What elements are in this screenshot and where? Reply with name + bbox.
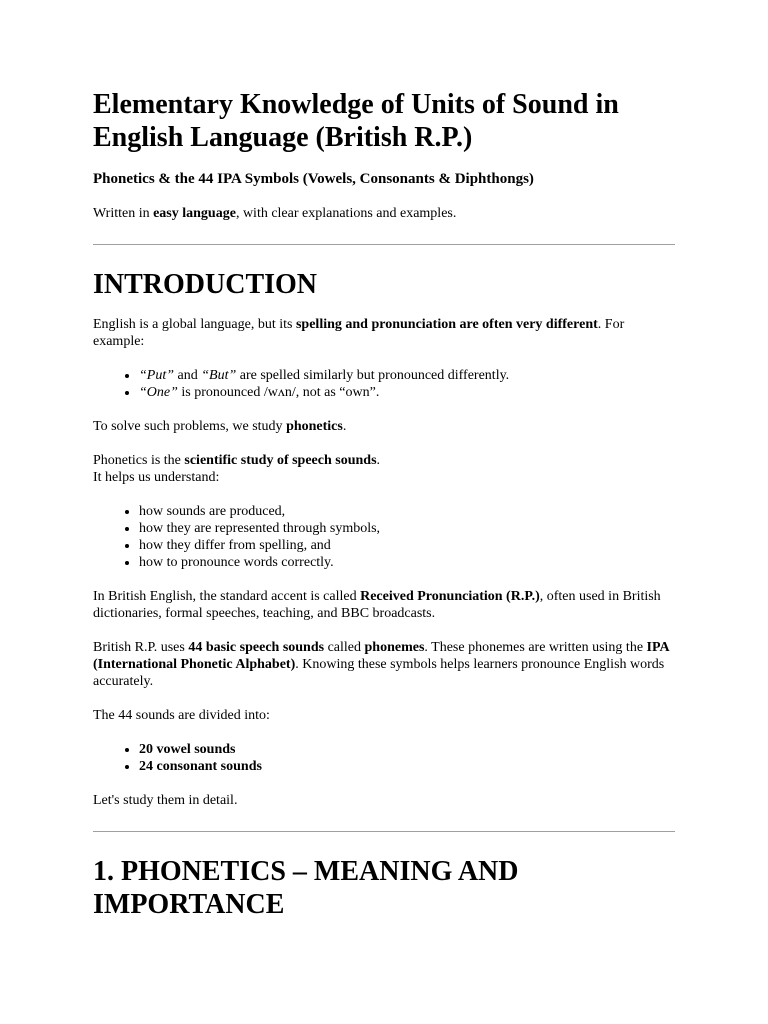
list-item — [139, 741, 675, 758]
tagline-post: , with clear explanations and examples. — [235, 206, 457, 221]
intro-p1-bold: spelling and pronunciation are often very different — [295, 317, 598, 332]
intro-p5-pre: British R.P. uses — [93, 640, 189, 655]
list-item — [139, 758, 675, 775]
intro-heading: INTRODUCTION — [93, 269, 318, 300]
divided-list — [93, 741, 675, 775]
intro-p3-bold: scientific study of speech sounds — [184, 453, 377, 468]
section-1-heading: 1. PHONETICS – MEANING AND IMPORTANCE — [93, 856, 519, 920]
list-item: • how they are represented through symbols, — [139, 520, 675, 537]
intro-paragraph-7: Let's study them in detail. — [93, 793, 238, 808]
list-item — [139, 367, 675, 384]
vowel-count: 20 vowel sounds — [139, 742, 236, 757]
intro-p1-post: . For example: — [93, 317, 625, 349]
intro-p4-pre: In British English, the standard accent is called — [93, 589, 361, 604]
intro-p5-post: . Knowing these symbols helps learners pronounce English words accurately. — [93, 657, 665, 689]
list-item: • how they differ from spelling, and — [139, 537, 675, 554]
tagline-pre: Written in — [93, 206, 154, 221]
intro-paragraph-2 — [93, 418, 675, 435]
intro-p5-mid1: called — [324, 640, 365, 655]
tagline — [93, 205, 675, 222]
intro-p2-post: . — [342, 419, 347, 434]
list-item — [139, 384, 675, 401]
example-word: “Put” — [139, 368, 175, 383]
example-word: “But” — [201, 368, 237, 383]
intro-p2-bold: phonetics — [286, 419, 343, 434]
example-text: are spelled similarly but pronounced differently. — [236, 368, 510, 383]
understand-list — [93, 503, 675, 571]
intro-paragraph-1 — [93, 316, 675, 350]
example-word: “One” — [139, 385, 178, 400]
intro-p2-pre: To solve such problems, we study — [93, 419, 287, 434]
example-text: is pronounced /wʌn/, not as “own”. — [177, 385, 380, 400]
intro-paragraph-4 — [93, 588, 675, 622]
intro-p5-bold2: phonemes — [364, 640, 425, 655]
intro-p5-bold1: 44 basic speech sounds — [188, 640, 325, 655]
intro-p5-bold3: IPA (International Phonetic Alphabet) — [93, 640, 669, 672]
intro-p5-mid2: . These phonemes are written using the — [424, 640, 647, 655]
intro-p4-post: , often used in British dictionaries, formal speeches, teaching, and BBC broadcasts. — [93, 589, 661, 621]
list-item: • how sounds are produced, — [139, 503, 675, 520]
divider — [93, 244, 675, 245]
intro-paragraph-5 — [93, 639, 675, 690]
consonant-count: 24 consonant sounds — [139, 759, 262, 774]
example-text: and — [174, 368, 202, 383]
intro-p3-line2: It helps us understand: — [93, 470, 220, 485]
examples-list — [93, 367, 675, 401]
tagline-bold: easy language — [153, 206, 236, 221]
intro-paragraph-3 — [93, 452, 675, 486]
intro-p1-pre: English is a global language, but its — [93, 317, 296, 332]
divider — [93, 831, 675, 832]
intro-paragraph-6: The 44 sounds are divided into: — [93, 708, 270, 723]
document-subtitle: Phonetics & the 44 IPA Symbols (Vowels, Consonants & Diphthongs) — [93, 171, 534, 187]
intro-p3-post: . — [376, 453, 381, 468]
intro-p3-pre: Phonetics is the — [93, 453, 185, 468]
document-title: Elementary Knowledge of Units of Sound in English Language (British R.P.) — [93, 89, 619, 153]
list-item: • how to pronounce words correctly. — [139, 554, 675, 571]
intro-p4-bold: Received Pronunciation (R.P.) — [360, 589, 540, 604]
